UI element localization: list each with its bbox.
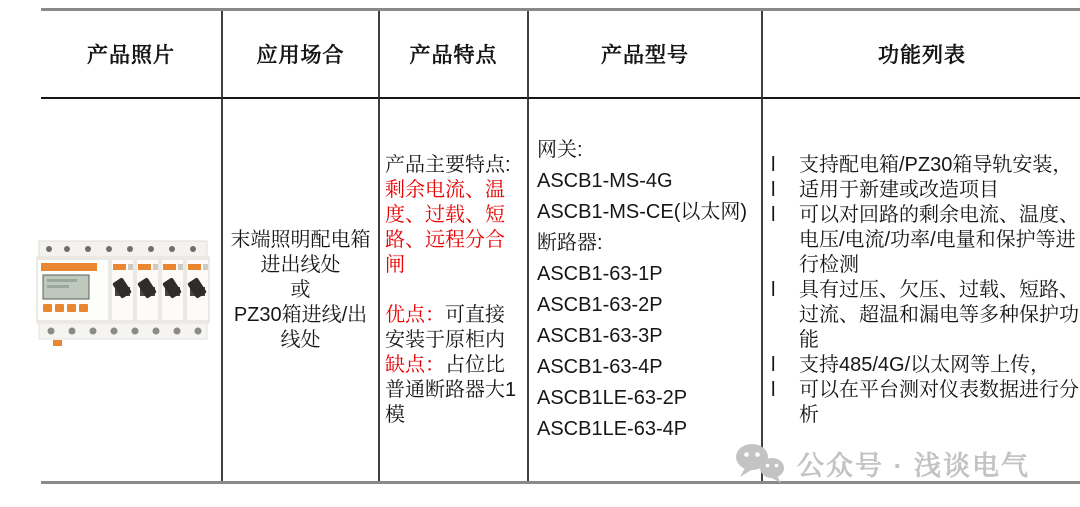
model-line: ASCB1LE-63-4P xyxy=(537,418,688,440)
features-main xyxy=(385,153,517,278)
col-header-functions xyxy=(761,11,1080,99)
col-header-application xyxy=(221,11,378,99)
application-line: 或 xyxy=(290,278,311,301)
function-list-item xyxy=(768,353,1080,378)
watermark-text: 公众号 · 浅谈电气 xyxy=(797,450,1030,481)
model-line: ASCB1-MS-CE(以太网) xyxy=(537,201,748,223)
pros-label: 优点： xyxy=(385,303,445,326)
col-header-models xyxy=(527,11,761,99)
col-header-features xyxy=(378,11,527,99)
cell-product-photo xyxy=(41,99,221,481)
function-text: 可以在平台测对仪表数据进行分析 xyxy=(799,378,1079,426)
product-table xyxy=(41,8,1080,484)
model-line: ASCB1-63-4P xyxy=(537,356,663,378)
col-header-product-photo xyxy=(41,11,221,99)
cell-application xyxy=(221,99,378,481)
cell-features xyxy=(378,99,527,481)
application-line: 末端照明配电箱 xyxy=(230,228,371,251)
cons-text: 占位比普通断路器大1模 xyxy=(385,353,517,426)
features-intro: 产品主要特点: xyxy=(385,153,511,176)
cons-label: 缺点： xyxy=(385,353,445,376)
model-line: ASCB1-MS-4G xyxy=(537,170,673,192)
function-text: 适用于新建或改造项目 xyxy=(799,178,999,201)
col-header-label: 产品照片 xyxy=(87,44,175,67)
list-bullet: l xyxy=(771,353,776,376)
list-bullet: l xyxy=(771,153,776,176)
model-line: ASCB1-63-2P xyxy=(537,294,663,316)
model-line: ASCB1-63-1P xyxy=(537,263,663,285)
col-header-label: 产品型号 xyxy=(601,44,689,67)
bottom-terminals xyxy=(39,323,207,346)
list-bullet: l xyxy=(771,178,776,201)
function-list-item xyxy=(768,278,1080,353)
model-line: ASCB1-63-3P xyxy=(537,325,663,347)
cell-functions xyxy=(761,99,1080,481)
watermark xyxy=(735,442,1030,484)
model-line: ASCB1LE-63-2P xyxy=(537,387,688,409)
application-line: 线处 xyxy=(280,328,321,351)
function-text: 可以对回路的剩余电流、温度、电压/电流/功率/电量和保护等进行检测 xyxy=(799,203,1079,276)
col-header-label: 功能列表 xyxy=(878,44,966,67)
top-terminals xyxy=(39,241,207,259)
model-line: 网关: xyxy=(537,139,583,161)
cell-models xyxy=(527,99,761,481)
model-line: 断路器: xyxy=(537,232,603,254)
function-text: 支持485/4G/以太网等上传， xyxy=(799,353,1051,376)
product-photo-circuit-breakers xyxy=(31,231,215,349)
pros-text: 可直接安装于原柜内 xyxy=(385,303,505,351)
list-bullet: l xyxy=(771,203,776,226)
list-bullet: l xyxy=(771,378,776,401)
function-list-item xyxy=(768,378,1080,428)
function-list-item xyxy=(768,153,1080,178)
features-highlight: 剩余电流、温度、过载、短路、远程分合闸 xyxy=(385,178,505,276)
wechat-icon xyxy=(735,442,787,484)
function-list-item xyxy=(768,203,1080,278)
features-pros-cons xyxy=(385,303,517,428)
col-header-label: 产品特点 xyxy=(409,44,498,67)
function-text: 支持配电箱/PZ30箱导轨安装， xyxy=(799,153,1073,176)
function-text: 具有过压、欠压、过载、短路、过流、超温和漏电等多种保护功能 xyxy=(799,278,1079,351)
application-line: 进出线处 xyxy=(260,253,341,276)
list-bullet: l xyxy=(771,278,776,301)
function-list-item xyxy=(768,178,1080,203)
col-header-label: 应用场合 xyxy=(256,44,345,67)
gateway-module xyxy=(37,259,109,321)
application-line: PZ30箱进线/出 xyxy=(233,303,368,326)
